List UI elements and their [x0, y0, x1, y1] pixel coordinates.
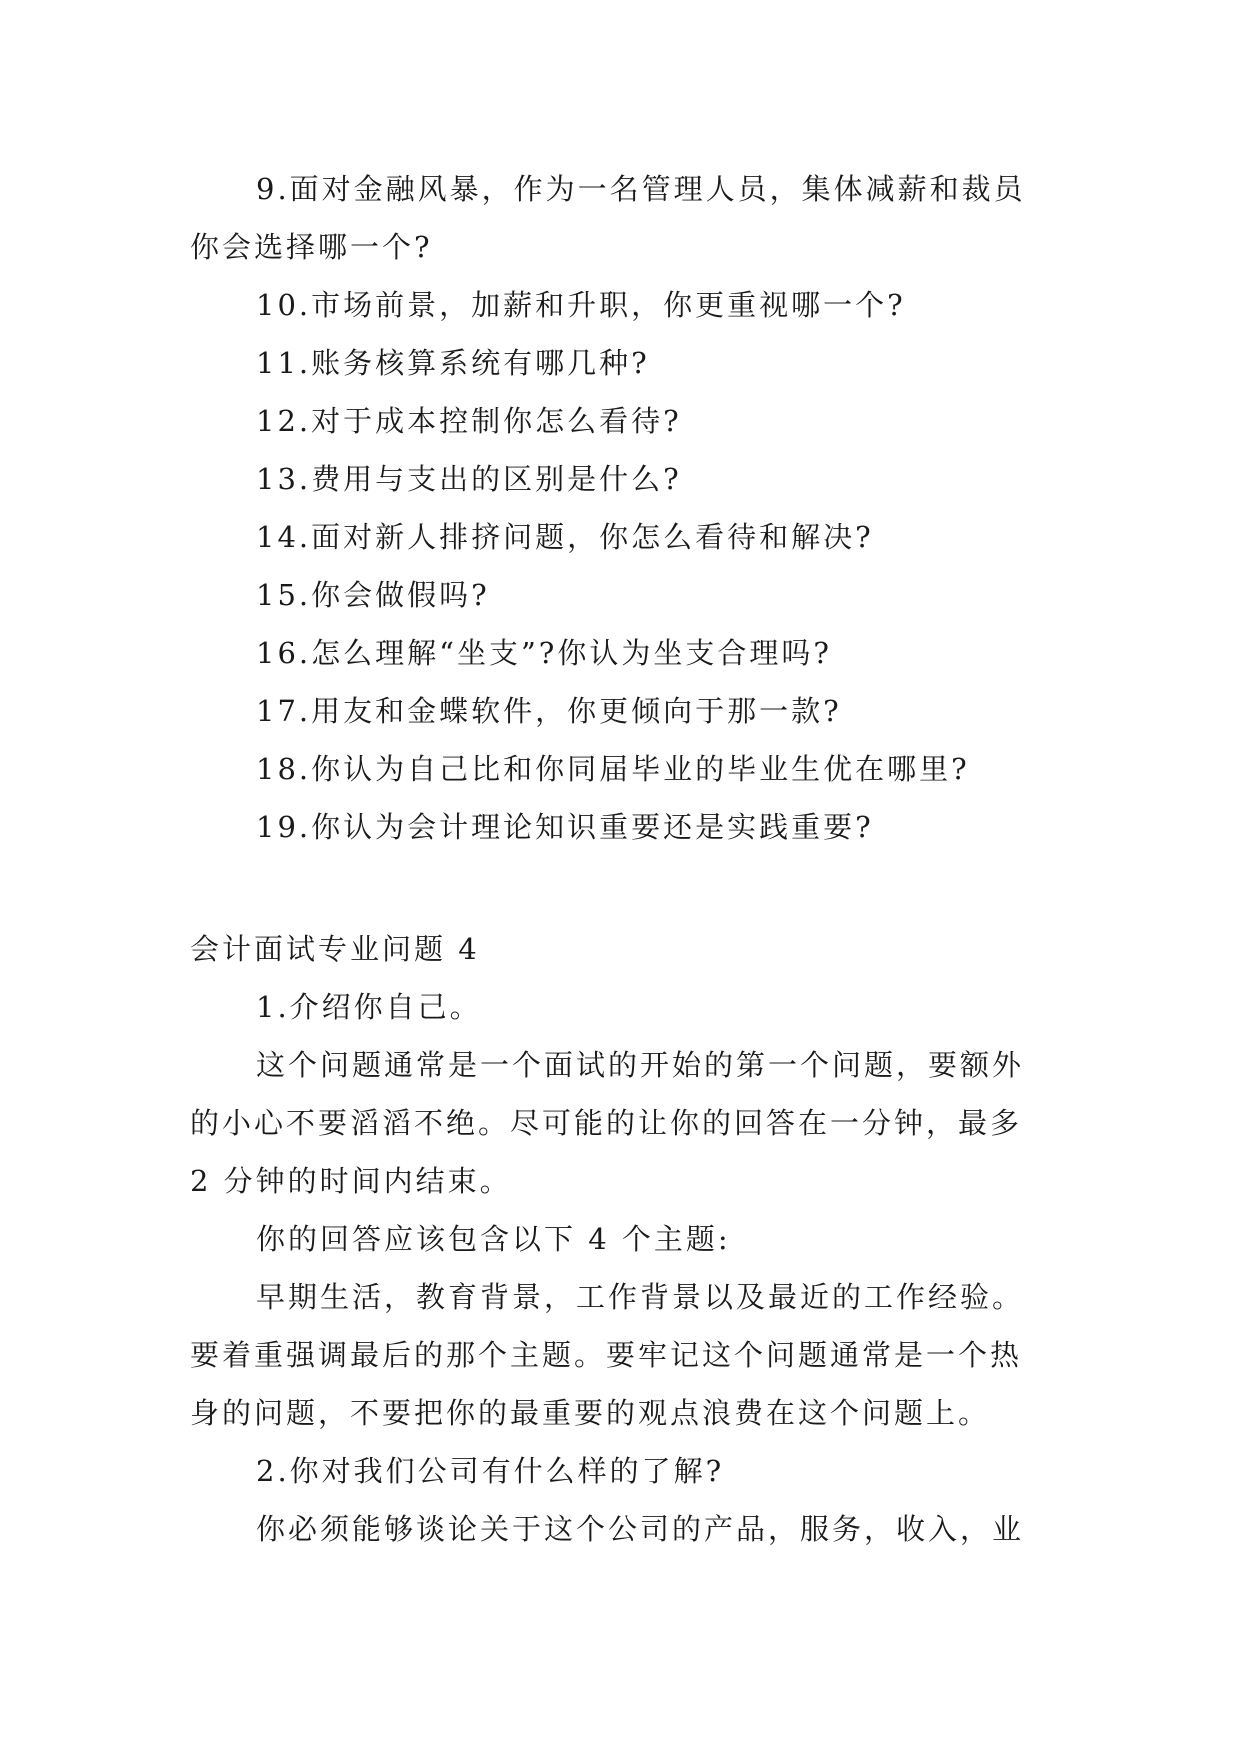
question-16: 16.怎么理解“坐支”?你认为坐支合理吗? — [256, 636, 832, 670]
question-14: 14.面对新人排挤问题，你怎么看待和解决? — [256, 520, 874, 554]
answer-paragraph-1: 这个问题通常是一个面试的开始的第一个问题，要额外的小心不要滔滔不绝。尽可能的让你的回答在一分钟，最多 2 分钟的时间内结束。 — [190, 1048, 1025, 1198]
question-12: 12.对于成本控制你怎么看待? — [256, 404, 682, 438]
question-9: 9.面对金融风暴，作为一名管理人员，集体减薪和裁员你会选择哪一个? — [190, 172, 1026, 264]
question-15: 15.你会做假吗? — [256, 578, 490, 612]
question-10: 10.市场前景，加薪和升职，你更重视哪一个? — [256, 288, 906, 322]
section4-question-2: 2.你对我们公司有什么样的了解? — [256, 1454, 725, 1488]
question-19: 19.你认为会计理论知识重要还是实践重要? — [256, 810, 874, 844]
section4-question-1: 1.介绍你自己。 — [256, 990, 482, 1024]
answer-paragraph-2: 你的回答应该包含以下 4 个主题: — [256, 1222, 731, 1256]
question-17: 17.用友和金蝶软件，你更倾向于那一款? — [256, 694, 842, 728]
question-13: 13.费用与支出的区别是什么? — [256, 462, 682, 496]
section-heading: 会计面试专业问题 4 — [190, 932, 480, 966]
answer-paragraph-3: 早期生活，教育背景，工作背景以及最近的工作经验。要着重强调最后的那个主题。要牢记这个问题通常是一个热身的问题，不要把你的最重要的观点浪费在这个问题上。 — [190, 1280, 1025, 1430]
question-11: 11.账务核算系统有哪几种? — [256, 346, 650, 380]
document-body — [190, 160, 1052, 1558]
question-18: 18.你认为自己比和你同届毕业的毕业生优在哪里? — [256, 752, 970, 786]
answer-paragraph-4: 你必须能够谈论关于这个公司的产品，服务，收入，业 — [256, 1512, 1025, 1546]
